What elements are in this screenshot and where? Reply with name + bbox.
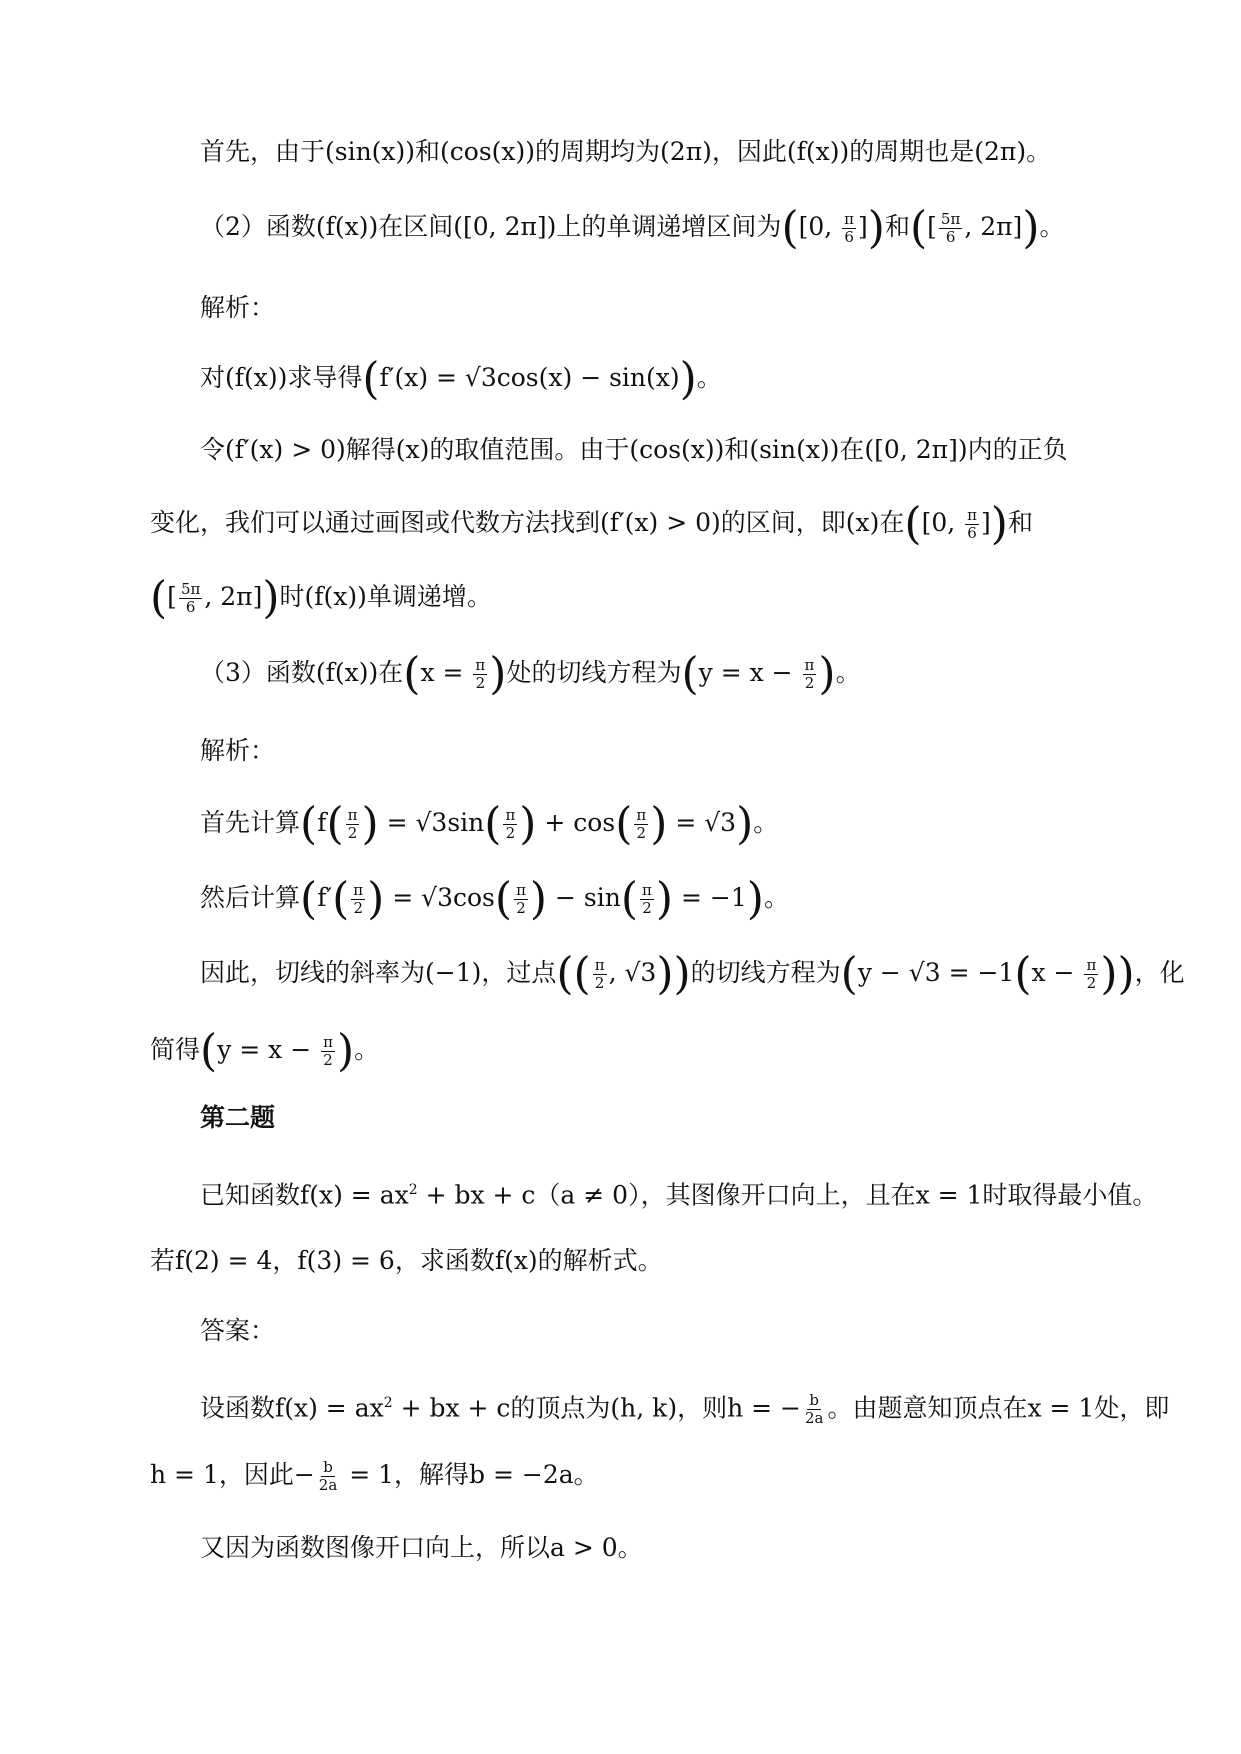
text-line-7: ([ $\frac{5\pi}{6}$ , 2π])时(f(x))单调递增。	[150, 572, 492, 624]
text-line-15: 已知函数$f(x) = ax^2$ + bx + c（a ≠ 0），其图像开口向上，且在x = 1时取得最小值。	[200, 1180, 1158, 1210]
text-line-16: 若f(2) = 4，f(3) = 6，求函数f(x)的解析式。	[150, 1246, 663, 1275]
section-heading: 第二题	[200, 1103, 276, 1132]
text-line-20: 又因为函数图像开口向上，所以a > 0。	[200, 1533, 643, 1562]
text-line-12: 因此，切线的斜率为(−1)，过点(( $\frac{\pi}{2}$ , √3))的切线方程为(y − √3 = −1(x − $\frac{\pi}{2}$ ))，化	[200, 948, 1185, 1000]
text-line-4: 对(f(x))求导得(f′(x) = √3cos(x) − sin(x))。	[200, 353, 722, 405]
text-line-19: h = 1，因此− $\frac{b}{2a}$ = 1，解得b = −2a。	[150, 1458, 599, 1494]
text-line-6: 变化，我们可以通过画图或代数方法找到(f′(x) > 0)的区间，即(x)在([0, $\frac{\pi}{6}$ ])和	[150, 498, 1033, 550]
text-line-10: 首先计算(f( $\frac{\pi}{2}$ ) = √3sin( $\frac{\pi}{2}$ ) + cos( $\frac{\pi}{2}$ ) = √3)。	[200, 798, 779, 850]
text-line-9: 解析：	[200, 736, 276, 765]
text-line-13: 简得(y = x − $\frac{\pi}{2}$ )。	[150, 1025, 380, 1077]
text-line-1: 首先，由于(sin(x))和(cos(x))的周期均为(2π)，因此(f(x))的周期也是(2π)。	[200, 137, 1052, 166]
text-line-8: （3）函数(f(x))在(x = $\frac{\pi}{2}$ )处的切线方程为(y = x − $\frac{\pi}{2}$ )。	[200, 648, 861, 700]
text-line-5: 令(f′(x) > 0)解得(x)的取值范围。由于(cos(x))和(sin(x))在([0, 2π])内的正负	[200, 435, 1068, 464]
text-line-2: （2）函数(f(x))在区间([0, 2π])上的单调递增区间为([0, $\frac{\pi}{6}$ ])和([ $\frac{5\pi}{6}$ , 2π])。	[200, 202, 1065, 254]
text-line-18: 设函数$f(x) = ax^2$ + bx + c的顶点为(h, k)，则h = − $\frac{b}{2a}$ 。由题意知顶点在x = 1处，即	[200, 1391, 1170, 1428]
text-line-11: 然后计算(f′( $\frac{\pi}{2}$ ) = √3cos( $\frac{\pi}{2}$ ) − sin( $\frac{\pi}{2}$ ) = −1)。	[200, 873, 789, 925]
text-line-3: 解析：	[200, 293, 276, 322]
text-line-17: 答案：	[200, 1316, 276, 1345]
